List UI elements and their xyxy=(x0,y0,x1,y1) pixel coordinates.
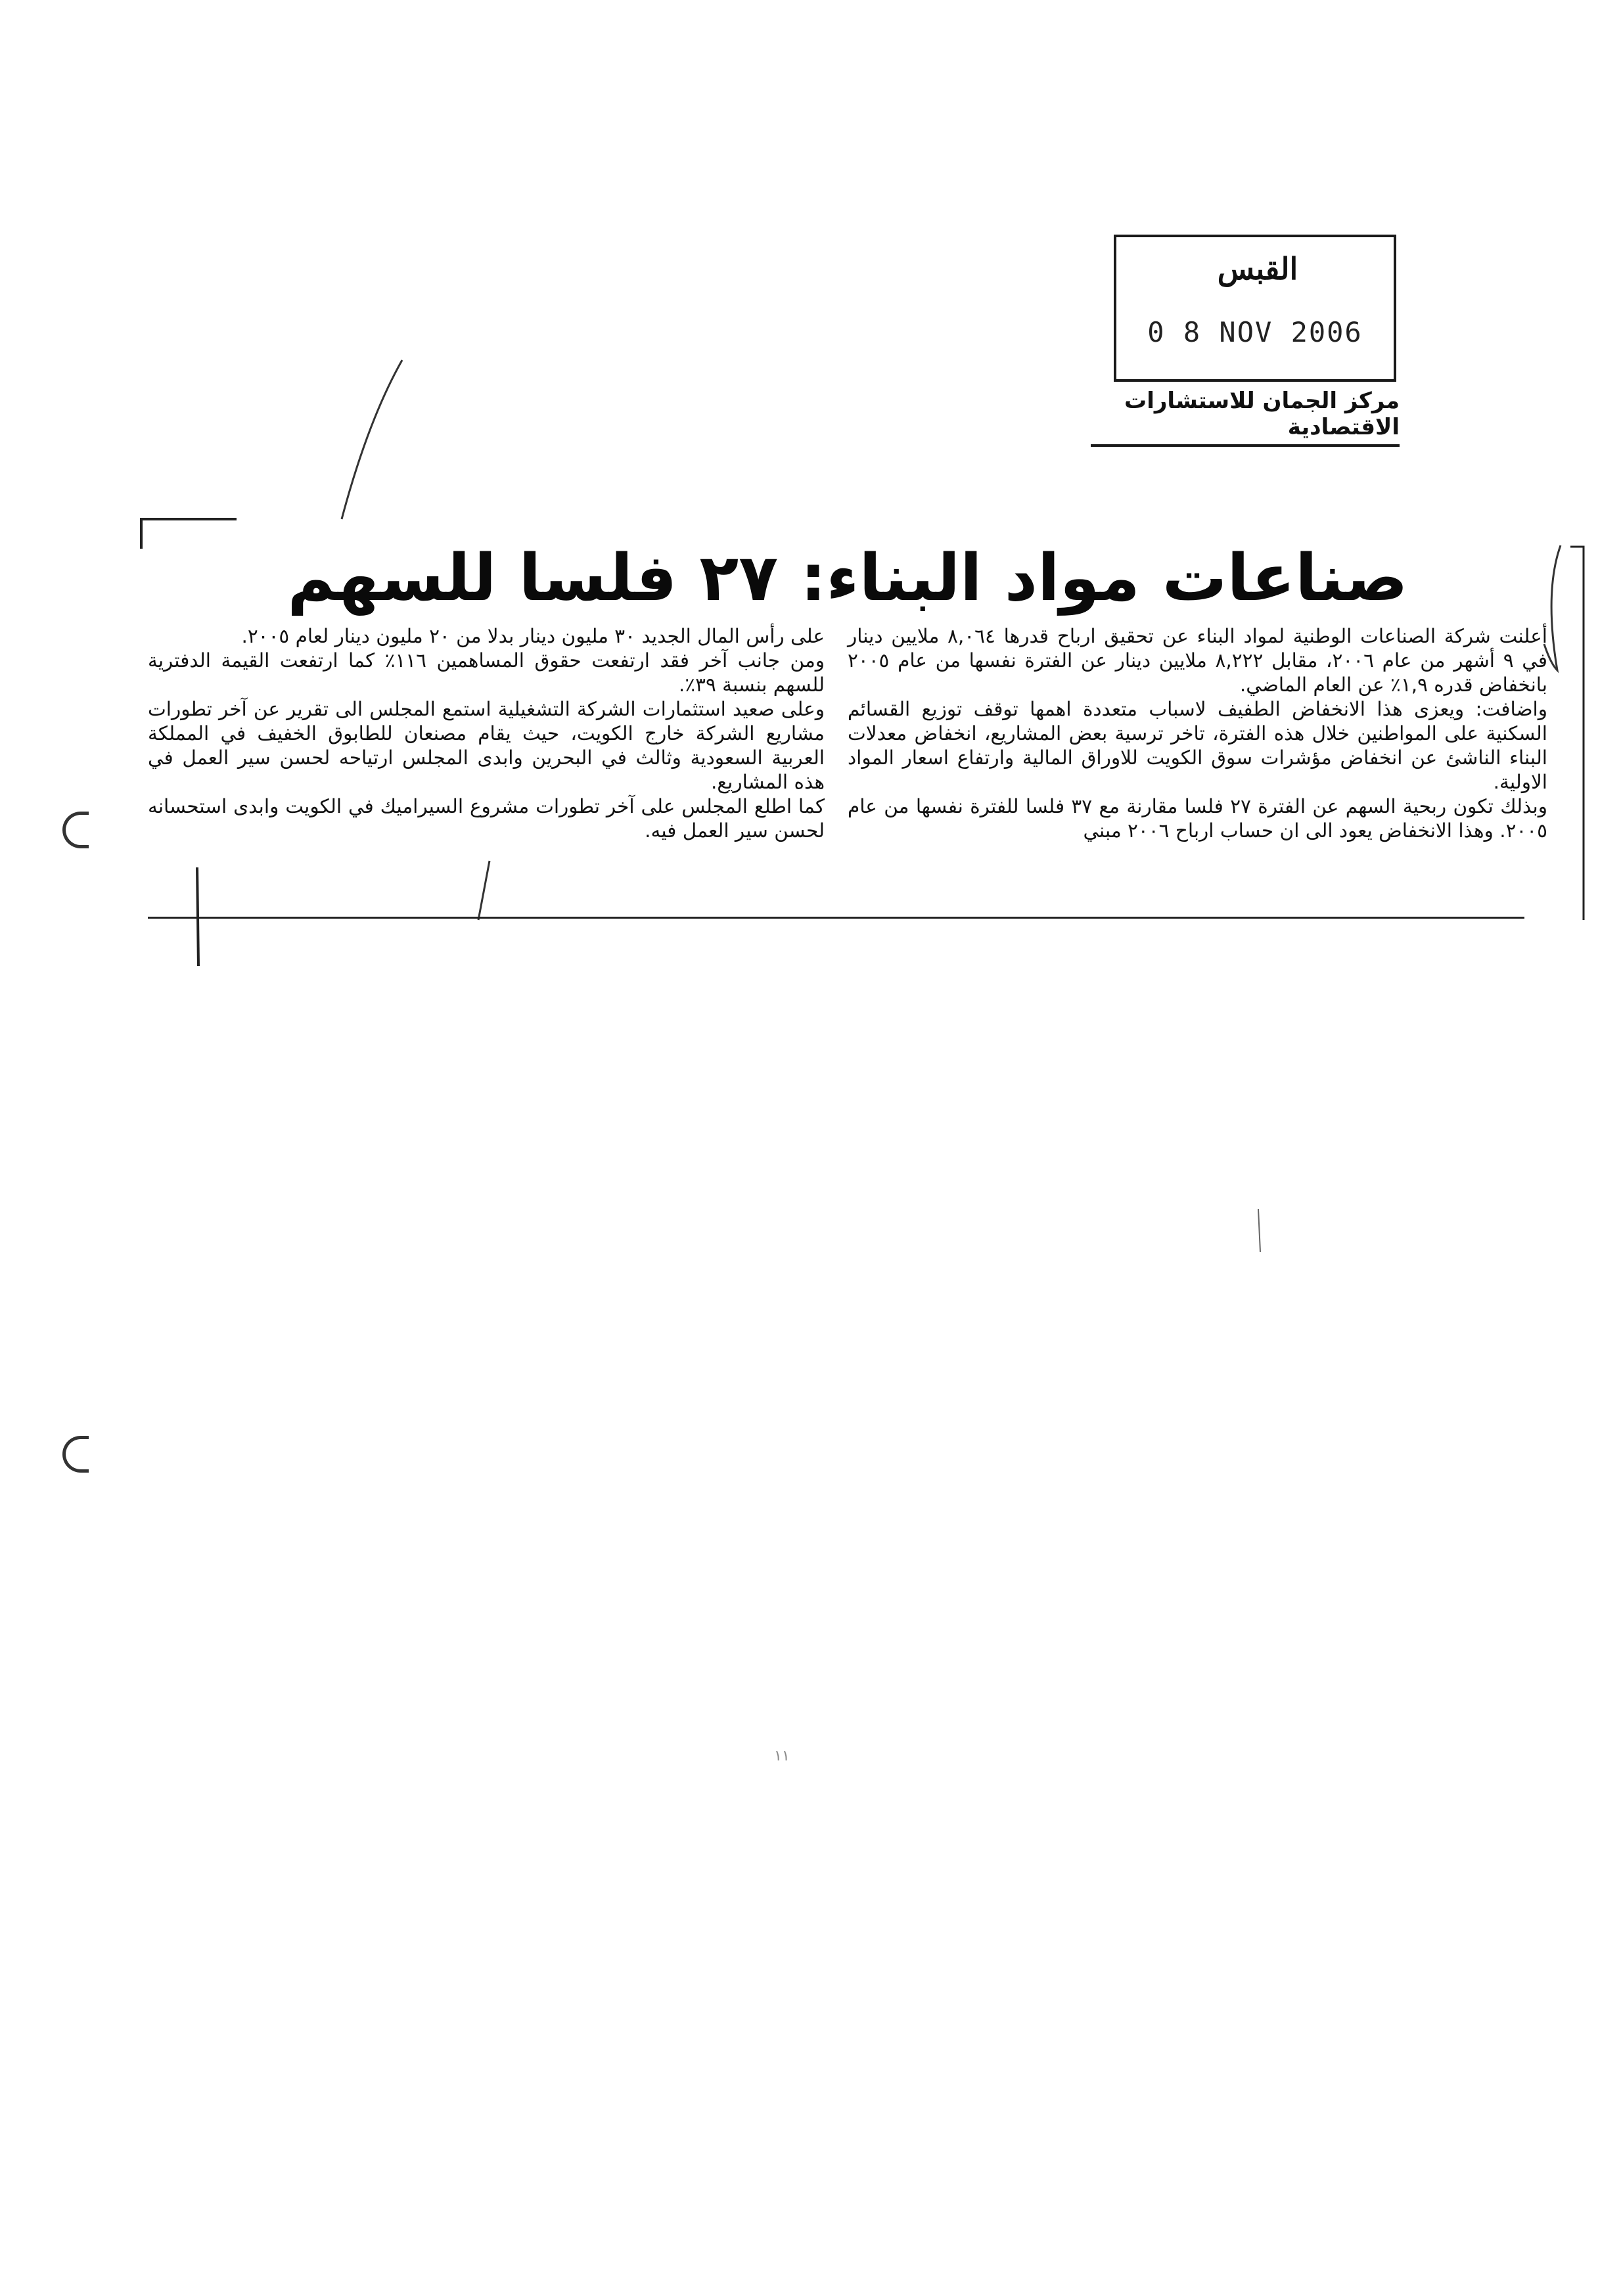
clip-corner-top-right xyxy=(1570,547,1584,920)
newspaper-stamp xyxy=(1114,235,1396,382)
article-bottom-rule xyxy=(148,917,1524,919)
pen-stroke-mark xyxy=(342,360,402,519)
stamp-source-label: مركز الجمان للاستشارات الاقتصادية xyxy=(1091,388,1400,447)
article-column-right xyxy=(848,624,1547,843)
article-paragraph: وعلى صعيد استثمارات الشركة التشغيلية استمع المجلس الى تقرير عن آخر تطورات مشاريع الشركة خارج الكويت، حيث يقام مصنعان للطابوق الخفيف في المملكة العربية السعودية وثالث في البحرين وابدى المجلس ارتياحه لحسن سير العمل في هذه المشاريع. xyxy=(148,698,825,793)
newspaper-logo: القبس xyxy=(1217,251,1298,287)
article-column-left xyxy=(148,624,825,843)
pen-tick-bottom xyxy=(1258,1209,1260,1252)
article-paragraph: أعلنت شركة الصناعات الوطنية لمواد البناء عن تحقيق ارباح قدرها ٨,٠٦٤ ملايين دينار في ٩ أشهر من عام ٢٠٠٦، مقابل ٨,٢٢٢ ملايين دينار عن الفترة نفسها من عام ٢٠٠٥ بانخفاض قدره ١,٩٪ عن العام الماضي. xyxy=(848,625,1547,696)
binder-hole xyxy=(62,1436,89,1473)
stamp-date: 0 8 NOV 2006 xyxy=(1147,316,1363,348)
article-headline: صناعات مواد البناء: ٢٧ فلسا للسهم xyxy=(287,541,1408,616)
article-paragraph: وبذلك تكون ربحية السهم عن الفترة ٢٧ فلسا مقارنة مع ٣٧ فلسا للفترة نفسها من عام ٢٠٠٥. وهذا الانخفاض يعود الى ان حساب ارباح ٢٠٠٦ مبني xyxy=(848,795,1547,842)
binder-hole xyxy=(62,812,89,848)
news-article xyxy=(148,526,1547,927)
article-paragraph: كما اطلع المجلس على آخر تطورات مشروع السيراميك في الكويت وابدى استحسانه لحسن سير العمل فيه. xyxy=(148,795,825,842)
page-number: ١١ xyxy=(774,1748,790,1764)
article-paragraph: ومن جانب آخر فقد ارتفعت حقوق المساهمين ١١٦٪ كما ارتفعت القيمة الدفترية للسهم بنسبة ٣٩٪. xyxy=(148,649,825,696)
article-paragraph: على رأس المال الجديد ٣٠ مليون دينار بدلا من ٢٠ مليون دينار لعام ٢٠٠٥. xyxy=(241,625,825,647)
article-paragraph: واضافت: ويعزى هذا الانخفاض الطفيف لاسباب متعددة اهمها توقف توزيع القسائم السكنية على المواطنين خلال هذه الفترة، تاخر ترسية بعض المشاريع، انخفاض معدلات البناء الناشئ عن انخفاض مؤشرات سوق الكويت للاوراق المالية وارتفاع اسعار المواد الاولية. xyxy=(848,698,1547,793)
